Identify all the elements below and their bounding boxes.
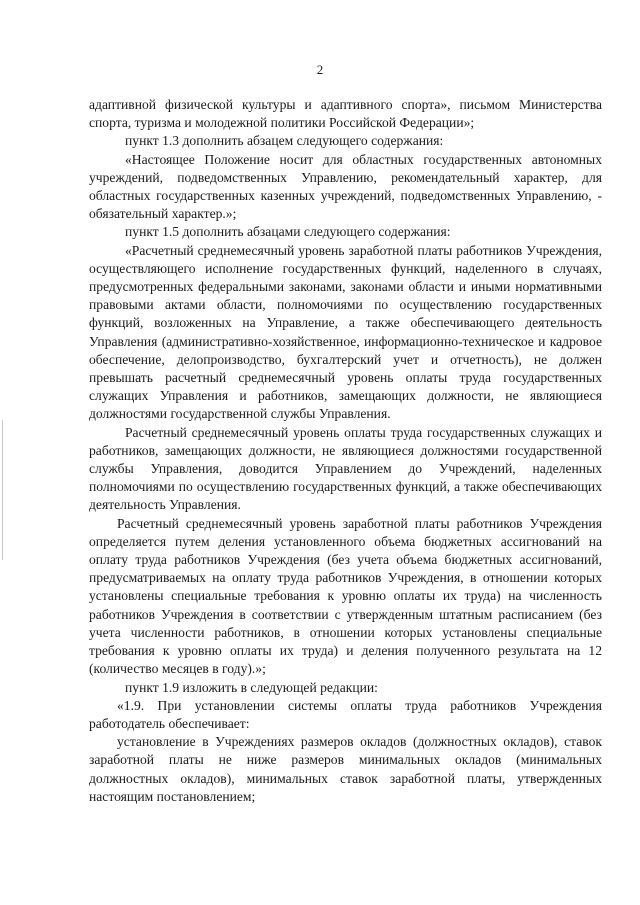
paragraph-item-1-3-intro: пункт 1.3 дополнить абзацем следующего содержания: <box>125 133 444 149</box>
paragraph-item-1-5-text-2: Расчетный среднемесячный уровень оплаты труда государственных служащих и работников, замещающих должности, не являющиеся должностями государственной службы Управления, доводится Управлением до Учреждений, наделенных полномочиями по осуществлению государственных функций, а также обеспечивающих деятельность Управления. <box>89 424 602 513</box>
paragraph-item-1-9-list-1: установление в Учреждениях размеров окладов (должностных окладов), ставок заработной платы не ниже размеров минимальных окладов (минимальных должностных окладов), минимальных ставок заработной платы, утвержденных настоящим постановлением; <box>89 734 602 804</box>
document-body <box>89 96 602 806</box>
paragraph-item-1-5-text-3: Расчетный среднемесячный уровень заработной платы работников Учреждения определяется путем деления установленного объема бюджетных ассигнований на оплату труда работников Учреждения (без учета объема бюджетных ассигнований, предусматриваемых на оплату труда работников Учреждения, в отношении которых установлены специальные требования к уровню оплаты их труда) на численность работников Учреждения в соответствии с утвержденным штатным расписанием (без учета численности работников, в отношении которых установлены специальные требования к уровню оплаты их труда) и деления полученного результата на 12 (количество месяцев в году).»; <box>89 515 602 677</box>
paragraph-item-1-5-text-1: «Расчетный среднемесячный уровень заработной платы работников Учреждения, осуществляющего исполнение государственных функций, наделенного в случаях, предусмотренных федеральными законами, законами области и иными нормативными правовыми актами области, полномочиями по осуществлению государственных функций, возложенных на Управление, а также обеспечивающего деятельность Управления (административно-хозяйственное, информационно-техническое и кадровое обеспечение, делопроизводство, бухгалтерский учет и отчетность), не должен превышать расчетный среднемесячный уровень оплаты труда государственных служащих Управления и работников, замещающих должности, не являющиеся должностями государственной службы Управления. <box>89 242 602 422</box>
scan-edge-line <box>2 420 3 560</box>
paragraph-item-1-3-text: «Настоящее Положение носит для областных государственных автономных учреждений, подведомственных Управлению, рекомендательный характер, для областных государственных казенных учреждений, подведомственных Управлению, - обязательный характер.»; <box>89 151 602 222</box>
paragraph-continuation: адаптивной физической культуры и адаптивного спорта», письмом Министерства спорта, туризма и молодежной политики Российской Федерации»; <box>89 97 602 131</box>
paragraph-item-1-9-intro: пункт 1.9 изложить в следующей редакции: <box>125 679 378 695</box>
paragraph-item-1-5-intro: пункт 1.5 дополнить абзацами следующего содержания: <box>125 224 451 240</box>
paragraph-item-1-9-text: «1.9. При установлении системы оплаты труда работников Учреждения работодатель обеспечивает: <box>89 697 602 731</box>
page-number: 2 <box>316 62 324 77</box>
